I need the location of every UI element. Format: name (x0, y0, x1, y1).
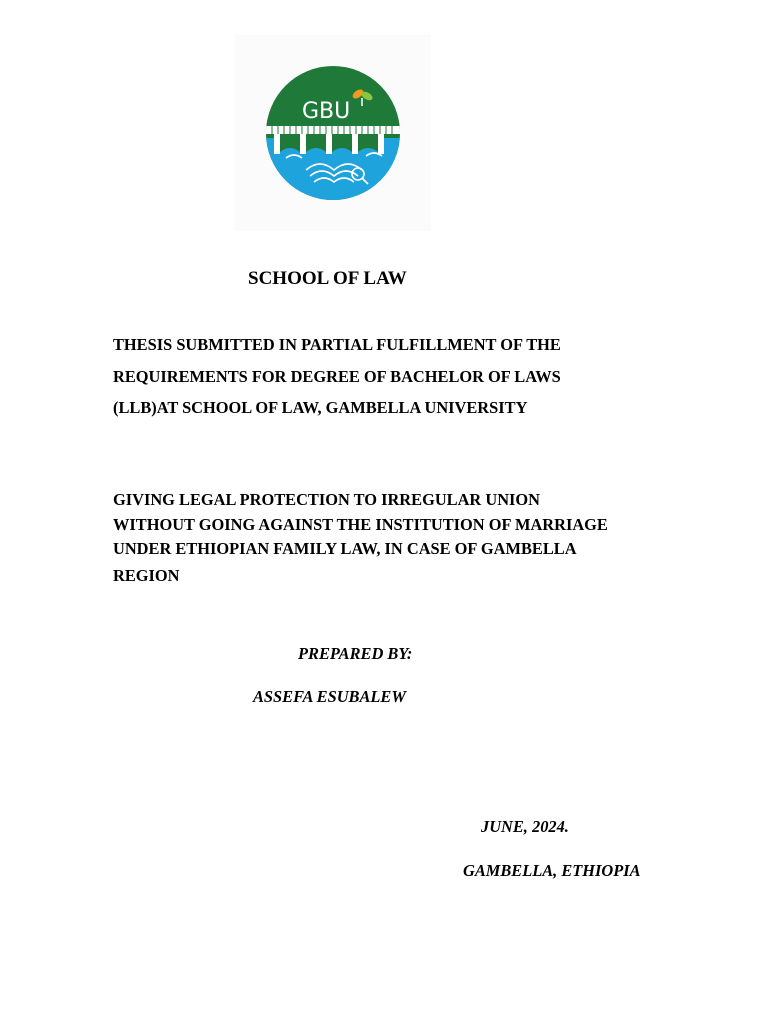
svg-text:GBU: GBU (302, 99, 351, 124)
prepared-by-label: PREPARED BY: (298, 644, 413, 663)
thesis-title-line-4: REGION (113, 566, 180, 585)
thesis-title-line-2: WITHOUT GOING AGAINST THE INSTITUTION OF MARRIAGE (113, 515, 608, 534)
thesis-title-line-1: GIVING LEGAL PROTECTION TO IRREGULAR UNION (113, 490, 540, 509)
thesis-statement-line-2: REQUIREMENTS FOR DEGREE OF BACHELOR OF LAWS (113, 367, 561, 386)
school-heading: SCHOOL OF LAW (248, 268, 407, 289)
thesis-statement-line-3: (LLB)AT SCHOOL OF LAW, GAMBELLA UNIVERSITY (113, 398, 528, 417)
university-logo (235, 35, 431, 231)
submission-date: JUNE, 2024. (481, 817, 569, 836)
location: GAMBELLA, ETHIOPIA (463, 861, 641, 880)
author-name: ASSEFA ESUBALEW (253, 687, 406, 706)
thesis-statement-line-1: THESIS SUBMITTED IN PARTIAL FULFILLMENT OF THE (113, 335, 561, 354)
thesis-title-line-3: UNDER ETHIOPIAN FAMILY LAW, IN CASE OF GAMBELLA (113, 539, 577, 558)
gbu-emblem-icon (266, 66, 400, 200)
